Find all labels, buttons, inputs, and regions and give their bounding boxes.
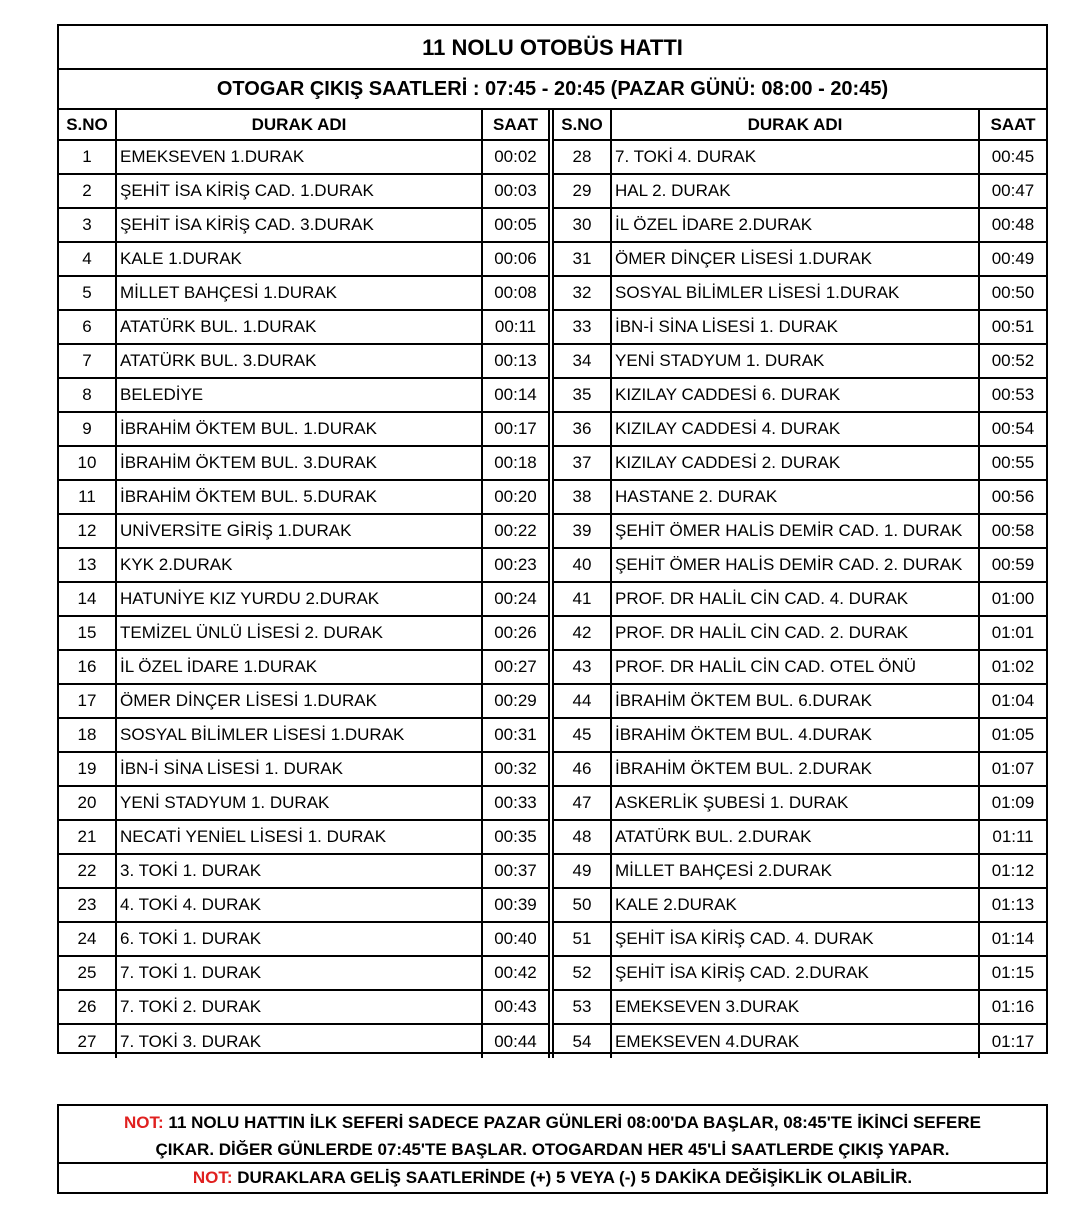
stop-number-cell: 32: [551, 276, 611, 310]
stop-time-cell: 00:48: [979, 208, 1046, 242]
note-first-trip-text: 11 NOLU HATTIN İLK SEFERİ SADECE PAZAR GÜNLERİ 08:00'DA BAŞLAR, 08:45'TE İKİNCİ SEFERE: [168, 1113, 981, 1132]
stop-time-cell: 00:31: [482, 718, 551, 752]
stop-number-cell: 8: [59, 378, 116, 412]
stop-name-cell: İL ÖZEL İDARE 2.DURAK: [611, 208, 979, 242]
stop-time-cell: 00:06: [482, 242, 551, 276]
stop-number-cell: 13: [59, 548, 116, 582]
stop-name-cell: 7. TOKİ 3. DURAK: [116, 1024, 482, 1058]
schedule-table: [59, 110, 1046, 1058]
stop-number-cell: 34: [551, 344, 611, 378]
table-row: [59, 208, 1046, 242]
table-row: [59, 548, 1046, 582]
stop-time-cell: 01:04: [979, 684, 1046, 718]
stop-name-cell: İBN-İ SİNA LİSESİ 1. DURAK: [611, 310, 979, 344]
stop-name-cell: NECATİ YENİEL LİSESİ 1. DURAK: [116, 820, 482, 854]
stop-name-cell: ATATÜRK BUL. 1.DURAK: [116, 310, 482, 344]
stop-name-cell: PROF. DR HALİL CİN CAD. 2. DURAK: [611, 616, 979, 650]
stop-time-cell: 00:02: [482, 140, 551, 174]
table-row: [59, 718, 1046, 752]
stop-name-cell: MİLLET BAHÇESİ 1.DURAK: [116, 276, 482, 310]
stop-name-cell: PROF. DR HALİL CİN CAD. 4. DURAK: [611, 582, 979, 616]
notes-box: [57, 1104, 1048, 1194]
stop-number-cell: 42: [551, 616, 611, 650]
stop-number-cell: 1: [59, 140, 116, 174]
stop-name-cell: İBRAHİM ÖKTEM BUL. 4.DURAK: [611, 718, 979, 752]
stop-number-cell: 27: [59, 1024, 116, 1058]
table-row: [59, 1024, 1046, 1058]
stop-time-cell: 00:26: [482, 616, 551, 650]
stop-time-cell: 00:50: [979, 276, 1046, 310]
stop-number-cell: 5: [59, 276, 116, 310]
header-sno-left: S.NO: [66, 114, 108, 134]
stop-time-cell: 00:39: [482, 888, 551, 922]
stop-number-cell: 45: [551, 718, 611, 752]
stop-time-cell: 01:14: [979, 922, 1046, 956]
stop-name-cell: PROF. DR HALİL CİN CAD. OTEL ÖNÜ: [611, 650, 979, 684]
stop-name-cell: 3. TOKİ 1. DURAK: [116, 854, 482, 888]
schedule-rows: [59, 140, 1046, 1058]
stop-name-cell: İBRAHİM ÖKTEM BUL. 1.DURAK: [116, 412, 482, 446]
stop-time-cell: 01:01: [979, 616, 1046, 650]
stop-number-cell: 17: [59, 684, 116, 718]
stop-number-cell: 3: [59, 208, 116, 242]
stop-number-cell: 24: [59, 922, 116, 956]
stop-number-cell: 52: [551, 956, 611, 990]
stop-time-cell: 01:15: [979, 956, 1046, 990]
stop-number-cell: 46: [551, 752, 611, 786]
stop-number-cell: 26: [59, 990, 116, 1024]
stop-number-cell: 30: [551, 208, 611, 242]
stop-number-cell: 51: [551, 922, 611, 956]
stop-number-cell: 36: [551, 412, 611, 446]
stop-name-cell: 7. TOKİ 4. DURAK: [611, 140, 979, 174]
stop-time-cell: 01:09: [979, 786, 1046, 820]
table-row: [59, 310, 1046, 344]
table-row: [59, 956, 1046, 990]
stop-time-cell: 00:44: [482, 1024, 551, 1058]
stop-time-cell: 00:51: [979, 310, 1046, 344]
stop-name-cell: KIZILAY CADDESİ 4. DURAK: [611, 412, 979, 446]
stop-name-cell: KYK 2.DURAK: [116, 548, 482, 582]
stop-number-cell: 50: [551, 888, 611, 922]
stop-name-cell: EMEKSEVEN 1.DURAK: [116, 140, 482, 174]
stop-name-cell: YENİ STADYUM 1. DURAK: [611, 344, 979, 378]
table-row: [59, 344, 1046, 378]
stop-number-cell: 14: [59, 582, 116, 616]
note-label: NOT:: [124, 1113, 164, 1132]
stop-time-cell: 01:13: [979, 888, 1046, 922]
note-arrival-variance-text: DURAKLARA GELİŞ SAATLERİNDE (+) 5 VEYA (-) 5 DAKİKA DEĞİŞİKLİK OLABİLİR.: [237, 1168, 913, 1187]
stop-number-cell: 21: [59, 820, 116, 854]
table-row: [59, 514, 1046, 548]
stop-name-cell: HASTANE 2. DURAK: [611, 480, 979, 514]
header-stop-name-left: DURAK ADI: [116, 110, 482, 140]
table-row: [59, 446, 1046, 480]
page-title: 11 NOLU OTOBÜS HATTI: [59, 26, 1046, 70]
stop-number-cell: 39: [551, 514, 611, 548]
table-row: [59, 276, 1046, 310]
stop-time-cell: 00:08: [482, 276, 551, 310]
table-row: [59, 820, 1046, 854]
header-time-left: SAAT: [482, 110, 551, 140]
stop-name-cell: KIZILAY CADDESİ 6. DURAK: [611, 378, 979, 412]
table-row: [59, 140, 1046, 174]
table-row: [59, 480, 1046, 514]
stop-name-cell: EMEKSEVEN 4.DURAK: [611, 1024, 979, 1058]
stop-time-cell: 00:14: [482, 378, 551, 412]
stop-number-cell: 48: [551, 820, 611, 854]
table-row: [59, 582, 1046, 616]
stop-number-cell: 18: [59, 718, 116, 752]
stop-name-cell: ŞEHİT İSA KİRİŞ CAD. 1.DURAK: [116, 174, 482, 208]
stop-name-cell: BELEDİYE: [116, 378, 482, 412]
stop-time-cell: 00:05: [482, 208, 551, 242]
note-first-trip: [59, 1106, 1046, 1164]
stop-time-cell: 01:05: [979, 718, 1046, 752]
stop-time-cell: 00:37: [482, 854, 551, 888]
stop-time-cell: 01:17: [979, 1024, 1046, 1058]
stop-name-cell: ŞEHİT ÖMER HALİS DEMİR CAD. 2. DURAK: [611, 548, 979, 582]
stop-number-cell: 29: [551, 174, 611, 208]
stop-number-cell: 10: [59, 446, 116, 480]
stop-name-cell: ASKERLİK ŞUBESİ 1. DURAK: [611, 786, 979, 820]
stop-name-cell: EMEKSEVEN 3.DURAK: [611, 990, 979, 1024]
stop-number-cell: 28: [551, 140, 611, 174]
stop-number-cell: 9: [59, 412, 116, 446]
stop-name-cell: TEMİZEL ÜNLÜ LİSESİ 2. DURAK: [116, 616, 482, 650]
stop-time-cell: 01:07: [979, 752, 1046, 786]
stop-number-cell: 16: [59, 650, 116, 684]
stop-name-cell: İBRAHİM ÖKTEM BUL. 5.DURAK: [116, 480, 482, 514]
stop-time-cell: 00:55: [979, 446, 1046, 480]
table-row: [59, 922, 1046, 956]
table-row: [59, 378, 1046, 412]
stop-number-cell: 11: [59, 480, 116, 514]
stop-time-cell: 00:27: [482, 650, 551, 684]
stop-name-cell: İBRAHİM ÖKTEM BUL. 2.DURAK: [611, 752, 979, 786]
stop-time-cell: 00:13: [482, 344, 551, 378]
stop-name-cell: 6. TOKİ 1. DURAK: [116, 922, 482, 956]
stop-name-cell: ÖMER DİNÇER LİSESİ 1.DURAK: [611, 242, 979, 276]
stop-number-cell: 43: [551, 650, 611, 684]
stop-time-cell: 00:42: [482, 956, 551, 990]
stop-name-cell: ŞEHİT ÖMER HALİS DEMİR CAD. 1. DURAK: [611, 514, 979, 548]
stop-number-cell: 44: [551, 684, 611, 718]
stop-name-cell: 7. TOKİ 1. DURAK: [116, 956, 482, 990]
stop-name-cell: ATATÜRK BUL. 3.DURAK: [116, 344, 482, 378]
departure-times-subtitle: OTOGAR ÇIKIŞ SAATLERİ : 07:45 - 20:45 (PAZAR GÜNÜ: 08:00 - 20:45): [59, 70, 1046, 110]
note-first-trip-line2: ÇIKAR. DİĞER GÜNLERDE 07:45'TE BAŞLAR. OTOGARDAN HER 45'Lİ SAATLERDE ÇIKIŞ YAPAR.: [155, 1140, 950, 1159]
stop-time-cell: 00:33: [482, 786, 551, 820]
stop-number-cell: 25: [59, 956, 116, 990]
table-row: [59, 786, 1046, 820]
table-row: [59, 242, 1046, 276]
stop-number-cell: 53: [551, 990, 611, 1024]
stop-number-cell: 20: [59, 786, 116, 820]
stop-name-cell: KALE 2.DURAK: [611, 888, 979, 922]
stop-time-cell: 00:29: [482, 684, 551, 718]
stop-time-cell: 00:23: [482, 548, 551, 582]
stop-time-cell: 00:49: [979, 242, 1046, 276]
stop-time-cell: 00:32: [482, 752, 551, 786]
stop-name-cell: 4. TOKİ 4. DURAK: [116, 888, 482, 922]
table-row: [59, 990, 1046, 1024]
stop-name-cell: ATATÜRK BUL. 2.DURAK: [611, 820, 979, 854]
stop-number-cell: 2: [59, 174, 116, 208]
stop-time-cell: 00:35: [482, 820, 551, 854]
stop-time-cell: 00:59: [979, 548, 1046, 582]
stop-name-cell: İBRAHİM ÖKTEM BUL. 6.DURAK: [611, 684, 979, 718]
table-row: [59, 752, 1046, 786]
stop-time-cell: 00:47: [979, 174, 1046, 208]
stop-number-cell: 7: [59, 344, 116, 378]
stop-time-cell: 00:52: [979, 344, 1046, 378]
table-row: [59, 854, 1046, 888]
stop-name-cell: ŞEHİT İSA KİRİŞ CAD. 4. DURAK: [611, 922, 979, 956]
stop-time-cell: 00:56: [979, 480, 1046, 514]
stop-name-cell: YENİ STADYUM 1. DURAK: [116, 786, 482, 820]
stop-name-cell: MİLLET BAHÇESİ 2.DURAK: [611, 854, 979, 888]
stop-number-cell: 31: [551, 242, 611, 276]
stop-number-cell: 37: [551, 446, 611, 480]
stop-name-cell: SOSYAL BİLİMLER LİSESİ 1.DURAK: [116, 718, 482, 752]
stop-number-cell: 40: [551, 548, 611, 582]
stop-name-cell: HAL 2. DURAK: [611, 174, 979, 208]
table-row: [59, 174, 1046, 208]
stop-name-cell: SOSYAL BİLİMLER LİSESİ 1.DURAK: [611, 276, 979, 310]
header-sno-right: S.NO: [551, 110, 611, 140]
stop-name-cell: UNİVERSİTE GİRİŞ 1.DURAK: [116, 514, 482, 548]
stop-number-cell: 49: [551, 854, 611, 888]
stop-number-cell: 33: [551, 310, 611, 344]
stop-number-cell: 23: [59, 888, 116, 922]
stop-time-cell: 01:02: [979, 650, 1046, 684]
stop-time-cell: 01:11: [979, 820, 1046, 854]
stop-name-cell: KALE 1.DURAK: [116, 242, 482, 276]
stop-name-cell: ŞEHİT İSA KİRİŞ CAD. 3.DURAK: [116, 208, 482, 242]
table-row: [59, 684, 1046, 718]
stop-number-cell: 47: [551, 786, 611, 820]
stop-time-cell: 00:45: [979, 140, 1046, 174]
stop-number-cell: 6: [59, 310, 116, 344]
table-header-row: [59, 110, 1046, 140]
stop-number-cell: 15: [59, 616, 116, 650]
stop-time-cell: 00:17: [482, 412, 551, 446]
stop-name-cell: KIZILAY CADDESİ 2. DURAK: [611, 446, 979, 480]
stop-time-cell: 00:20: [482, 480, 551, 514]
header-stop-name-right: DURAK ADI: [611, 110, 979, 140]
stop-number-cell: 19: [59, 752, 116, 786]
stop-number-cell: 35: [551, 378, 611, 412]
note-label: NOT:: [192, 1168, 233, 1187]
stop-time-cell: 00:53: [979, 378, 1046, 412]
table-row: [59, 888, 1046, 922]
note-arrival-variance: [59, 1164, 1046, 1192]
stop-number-cell: 38: [551, 480, 611, 514]
stop-number-cell: 41: [551, 582, 611, 616]
stop-time-cell: 01:16: [979, 990, 1046, 1024]
stop-time-cell: 00:18: [482, 446, 551, 480]
stop-time-cell: 01:00: [979, 582, 1046, 616]
stop-time-cell: 00:22: [482, 514, 551, 548]
stop-name-cell: İBRAHİM ÖKTEM BUL. 3.DURAK: [116, 446, 482, 480]
stop-time-cell: 00:03: [482, 174, 551, 208]
stop-time-cell: 01:12: [979, 854, 1046, 888]
table-row: [59, 650, 1046, 684]
stop-name-cell: ÖMER DİNÇER LİSESİ 1.DURAK: [116, 684, 482, 718]
stop-time-cell: 00:24: [482, 582, 551, 616]
stop-number-cell: 12: [59, 514, 116, 548]
stop-time-cell: 00:58: [979, 514, 1046, 548]
stop-time-cell: 00:43: [482, 990, 551, 1024]
stop-time-cell: 00:40: [482, 922, 551, 956]
stop-number-cell: 4: [59, 242, 116, 276]
stop-time-cell: 00:11: [482, 310, 551, 344]
table-row: [59, 412, 1046, 446]
schedule-sheet: [57, 24, 1048, 1054]
stop-time-cell: 00:54: [979, 412, 1046, 446]
note-first-trip-line1: [59, 1109, 1046, 1136]
stop-name-cell: 7. TOKİ 2. DURAK: [116, 990, 482, 1024]
table-row: [59, 616, 1046, 650]
stop-number-cell: 22: [59, 854, 116, 888]
stop-name-cell: HATUNİYE KIZ YURDU 2.DURAK: [116, 582, 482, 616]
stop-name-cell: İBN-İ SİNA LİSESİ 1. DURAK: [116, 752, 482, 786]
header-time-right: SAAT: [979, 110, 1046, 140]
stop-number-cell: 54: [551, 1024, 611, 1058]
stop-name-cell: İL ÖZEL İDARE 1.DURAK: [116, 650, 482, 684]
stop-name-cell: ŞEHİT İSA KİRİŞ CAD. 2.DURAK: [611, 956, 979, 990]
